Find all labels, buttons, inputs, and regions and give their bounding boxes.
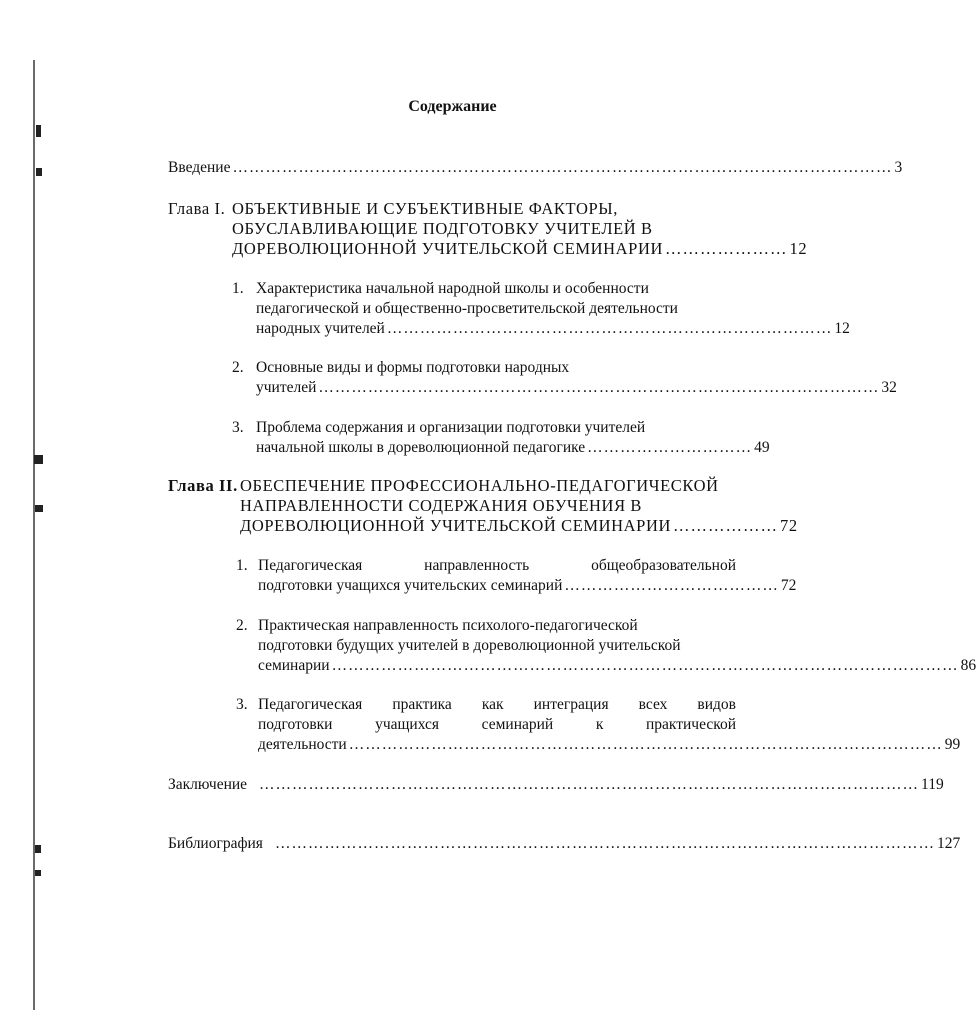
section-2-2-line2[interactable]: подготовки будущих учителей в дореволюционной учительской [258, 637, 681, 654]
chapter-2-prefix: Глава II. [168, 476, 238, 495]
toc-leader: ……………………………………………………………………………………………… [348, 736, 943, 753]
toc-leader: ………………………………………………………………………………………… [318, 379, 880, 396]
chapter-1-title-text: ДОРЕВОЛЮЦИОННОЙ УЧИТЕЛЬСКОЙ СЕМИНАРИИ [232, 239, 663, 258]
toc-page: 127 [936, 835, 961, 852]
section-2-3-line1[interactable]: Педагогическая практика как интеграция всех видов [258, 696, 736, 713]
toc-label: семинарии [258, 657, 330, 674]
section-2-2-line1[interactable]: Практическая направленность психолого-педагогической [258, 617, 638, 634]
section-1-1-line3[interactable] [256, 319, 850, 339]
chapter-2-title-line1[interactable]: ОБЕСПЕЧЕНИЕ ПРОФЕССИОНАЛЬНО-ПЕДАГОГИЧЕСКОЙ [240, 476, 719, 495]
toc-entry-conclusion[interactable] [168, 775, 944, 795]
toc-leader: ……………………………………………………………………… [386, 320, 833, 337]
toc-leader: ………………………………………………………………………………………………………… [232, 159, 893, 176]
section-number: 2. [236, 617, 248, 634]
section-number: 1. [236, 557, 248, 574]
toc-label: народных учителей [256, 320, 385, 337]
toc-page: 3 [894, 159, 903, 176]
section-number: 2. [232, 359, 244, 376]
toc-leader: ………………………………… [564, 577, 779, 594]
toc-page: 99 [944, 736, 961, 753]
scan-mark [35, 845, 41, 853]
chapter-1-prefix: Глава I. [168, 199, 226, 218]
chapter-2-title-text: ДОРЕВОЛЮЦИОННОЙ УЧИТЕЛЬСКОЙ СЕМИНАРИИ [240, 516, 671, 535]
toc-label: Библиография [168, 835, 263, 852]
toc-label: деятельности [258, 736, 347, 753]
toc-label: учителей [256, 379, 317, 396]
page-title: Содержание [408, 98, 497, 115]
section-1-2-line2[interactable] [256, 378, 897, 398]
toc-page: 119 [921, 776, 944, 793]
section-number: 3. [236, 696, 248, 713]
toc-leader: ………………………………………………………………………………………………………… [259, 776, 920, 793]
toc-leader: …………………………………………………………………………………………………… [331, 657, 959, 674]
chapter-2-title-line2[interactable]: НАПРАВЛЕННОСТИ СОДЕРЖАНИЯ ОБУЧЕНИЯ В [240, 496, 643, 515]
toc-page: 72 [780, 577, 797, 594]
section-1-1-line1[interactable]: Характеристика начальной народной школы и особенности [256, 280, 649, 297]
toc-entry-intro[interactable] [168, 158, 903, 178]
section-1-2-line1[interactable]: Основные виды и формы подготовки народных [256, 359, 570, 376]
toc-page: 72 [780, 516, 798, 535]
section-1-1-line2[interactable]: педагогической и общественно-просветительской деятельности [256, 300, 678, 317]
toc-leader: ………………………………………………………………………………………………………… [274, 835, 935, 852]
scan-mark [36, 125, 41, 137]
scan-mark [36, 168, 42, 176]
section-number: 3. [232, 419, 244, 436]
toc-leader: ……………… [673, 516, 778, 535]
scan-mark [35, 870, 41, 876]
section-2-1-line1[interactable]: Педагогическая направленность общеобразовательной [258, 557, 736, 574]
chapter-2-title-line3[interactable] [240, 516, 798, 536]
section-number: 1. [232, 280, 244, 297]
section-1-3-line2[interactable] [256, 438, 770, 458]
toc-page: 86 [960, 657, 976, 674]
toc-leader: ………………………… [587, 439, 753, 456]
scan-mark [35, 505, 43, 512]
toc-page: 12 [789, 239, 808, 258]
toc-page: 32 [881, 379, 897, 396]
toc-label: подготовки учащихся учительских семинарий [258, 577, 563, 594]
section-1-3-line1[interactable]: Проблема содержания и организации подготовки учителей [256, 419, 646, 436]
section-2-1-line2[interactable] [258, 576, 797, 596]
chapter-1-title-line2[interactable]: ОБУСЛАВЛИВАЮЩИЕ ПОДГОТОВКУ УЧИТЕЛЕЙ В [232, 219, 653, 238]
scan-edge-line [33, 60, 35, 1010]
section-2-3-line2[interactable]: подготовки учащихся семинарий к практической [258, 716, 736, 733]
toc-page: 12 [834, 320, 850, 337]
toc-entry-bibliography[interactable] [168, 834, 961, 854]
toc-label: Введение [168, 159, 231, 176]
chapter-1-title-line1[interactable]: ОБЪЕКТИВНЫЕ И СУБЪЕКТИВНЫЕ ФАКТОРЫ, [232, 199, 618, 218]
toc-label: Заключение [168, 776, 248, 793]
scan-mark [34, 455, 43, 464]
toc-page: 49 [754, 439, 770, 456]
toc-leader: ………………… [665, 239, 788, 258]
section-2-2-line3[interactable] [258, 656, 976, 676]
section-2-3-line3[interactable] [258, 735, 961, 755]
chapter-1-title-line3[interactable] [232, 239, 808, 259]
toc-label: начальной школы в дореволюционной педагогике [256, 439, 586, 456]
